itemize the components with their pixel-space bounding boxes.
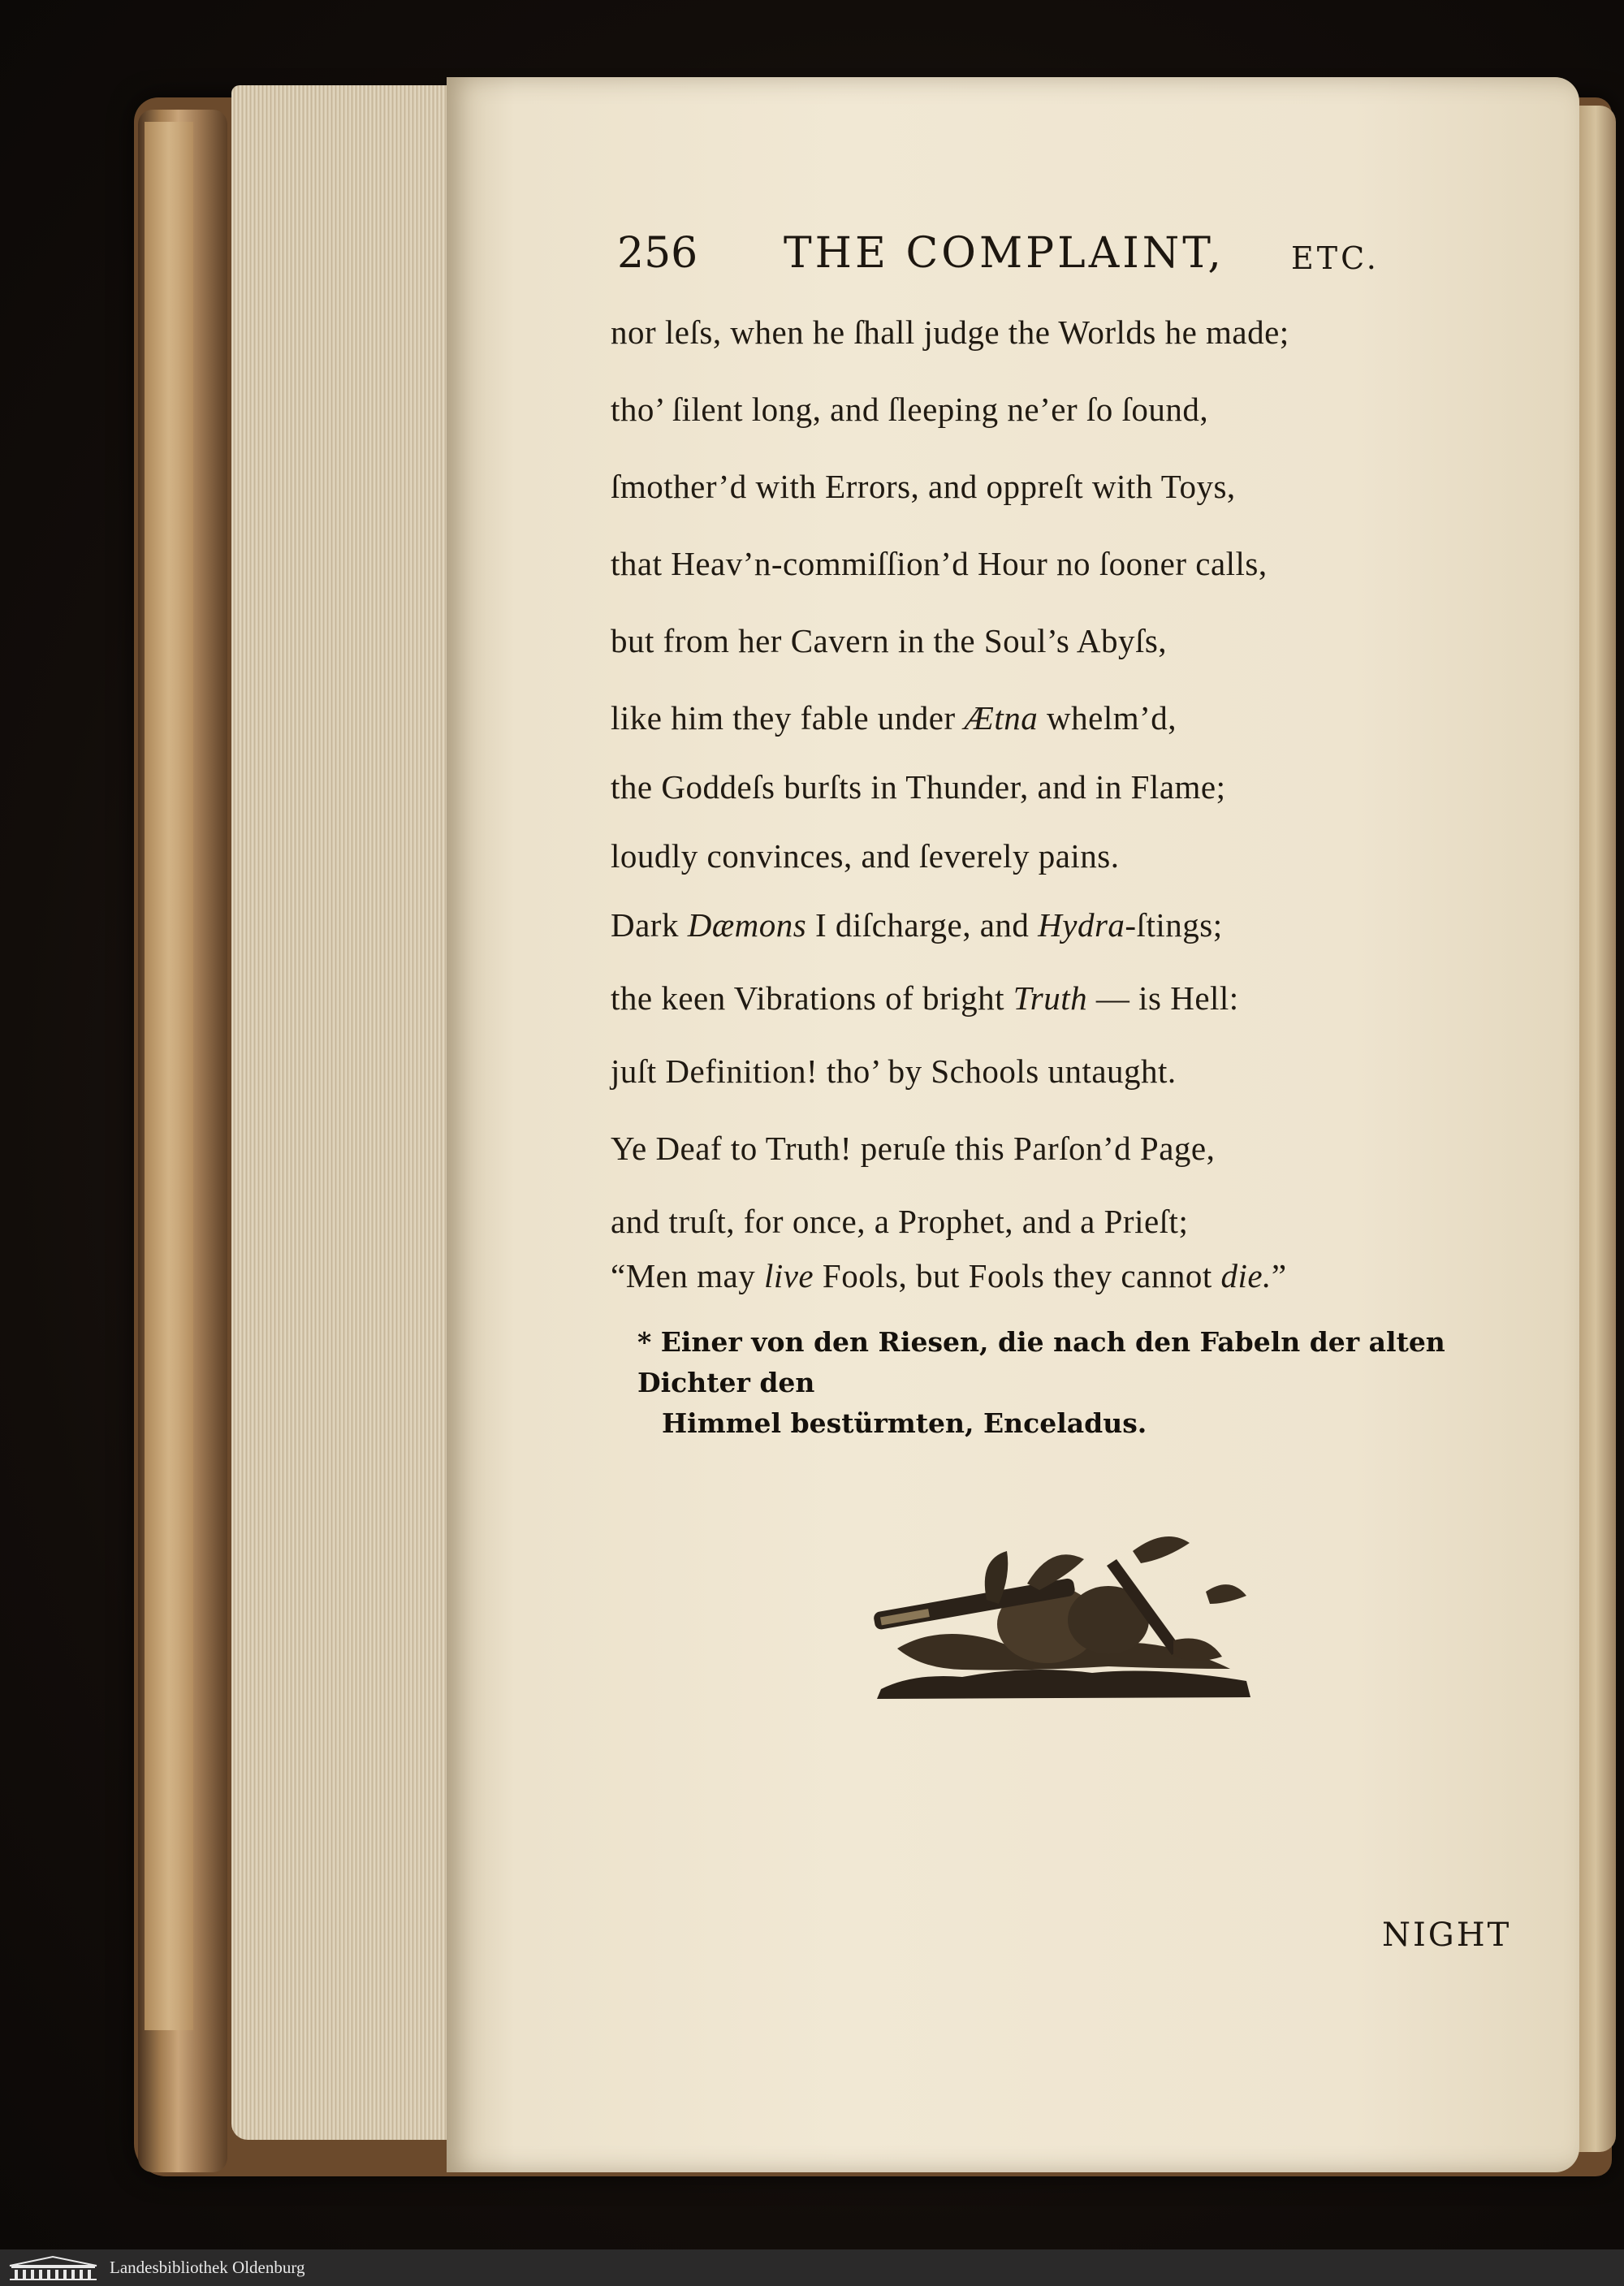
library-building-icon [6,2254,100,2282]
verse-line: “Men may live Fools, but Fools they cannot die.” [611,1257,1287,1294]
verse-line: like him they fable under Ætna whelm’d, [611,699,1177,737]
verse-line: and truſt, for once, a Prophet, and a Prieſt; [611,1203,1189,1240]
verse-line: tho’ ſilent long, and ſleeping ne’er ſo ſound, [611,391,1209,428]
footnote-line: Himmel bestürmten, Enceladus. [662,1407,1147,1439]
verse-line: nor leſs, when he ſhall judge the Worlds he made; [611,313,1289,351]
verse-line: juſt Definition! tho’ by Schools untaught. [611,1052,1177,1090]
verse-line: but from her Cavern in the Soul’s Abyſs, [611,622,1168,659]
page-header [617,229,1397,294]
verse-line: that Heav’n-commiſſion’d Hour no ſooner calls, [611,545,1268,582]
running-title-suffix: ETC. [1291,240,1380,276]
page-number: 256 [617,229,698,278]
verse-line: Ye Deaf to Truth! peruſe this Parſon’d Page, [611,1130,1216,1167]
verse-line: loudly convinces, and ſeverely pains. [611,837,1120,875]
page-edges [231,85,451,2140]
verse-line: ſmother’d with Errors, and oppreſt with Toys, [611,468,1236,505]
running-title: THE COMPLAINT, [784,229,1224,278]
verse-line: the Goddeſs burſts in Thunder, and in Flame; [611,768,1226,806]
woodcut-ornament-icon [865,1527,1255,1705]
verse-line: Dark Dæmons I diſcharge, and Hydra-ſtings; [611,906,1223,944]
catchword: NIGHT [1382,1917,1512,1954]
facing-page-edge [1575,106,1616,2152]
verse-line: the keen Vibrations of bright Truth — is Hell: [611,979,1239,1017]
footnote-line: * Einer von den Riesen, die nach den Fabeln der alten Dichter den [637,1326,1445,1398]
footnote [637,1322,1531,1444]
footer-bar [0,2249,1624,2286]
spine-binding-tape [145,122,193,2030]
library-name: Landesbibliothek Oldenburg [110,2258,305,2277]
